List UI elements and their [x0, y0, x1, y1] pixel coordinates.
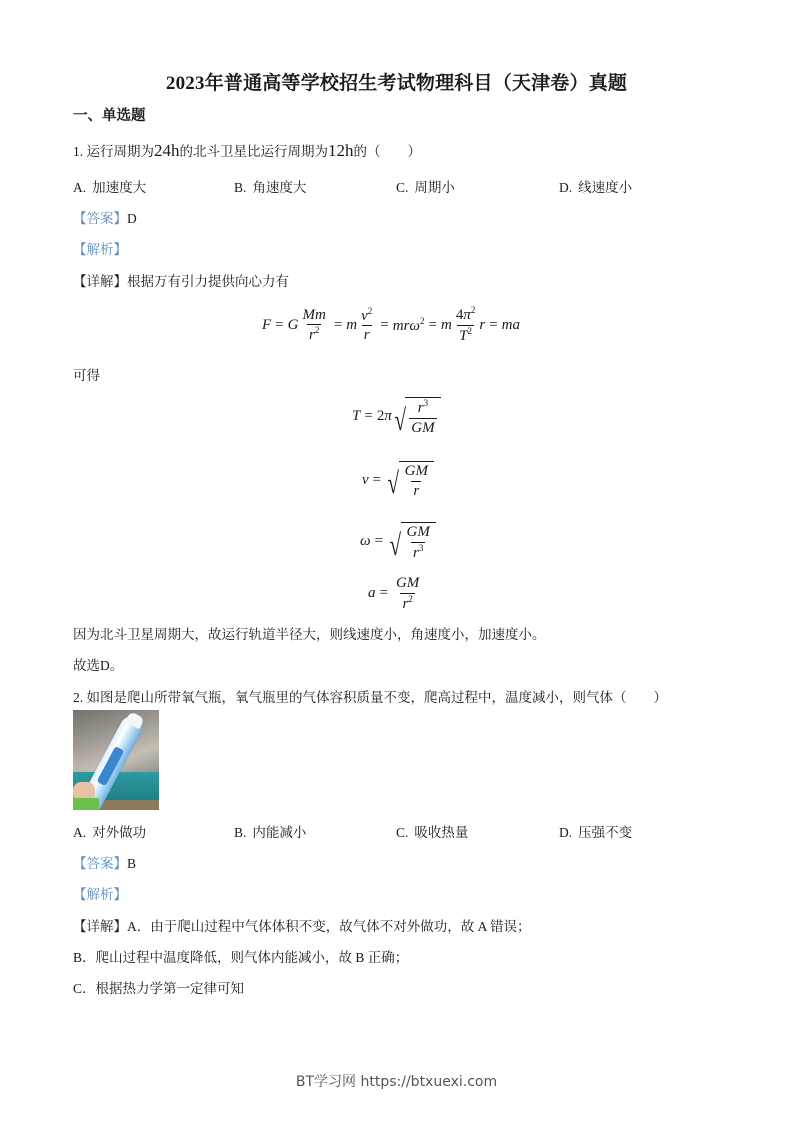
question-2-options	[73, 821, 713, 841]
period-value-1: 24h	[154, 141, 180, 160]
question-2-stem: 2. 如图是爬山所带氧气瓶，氧气瓶里的气体容积质量不变，爬高过程中，温度减小，则气体（ ）	[73, 690, 667, 705]
option-letter: D.	[559, 180, 573, 195]
detail-line-2c: C．根据热力学第一定律可知	[73, 981, 245, 996]
formula-angular-velocity: ω = √ $\frac{GM}{r^3}$	[360, 522, 436, 561]
stem-text: 的（ ）	[353, 144, 421, 159]
option-text: 周期小	[414, 180, 455, 195]
option-c[interactable]	[396, 821, 468, 841]
analysis-line-1	[73, 238, 127, 258]
stem-text: 1. 运行周期为	[73, 144, 154, 159]
analysis-tag: 【解析】	[73, 242, 127, 257]
option-text: 角速度大	[252, 180, 307, 195]
question-1-options	[73, 176, 713, 196]
formula-gravitation: F = G $\frac{Mm}{r^2}$ = m $\frac{v^2}{r}$ = mrω$^2$ = m $\frac{4\pi^2}{T^2}$ r = ma	[262, 305, 521, 344]
conclusion-text: 因为北斗卫星周期大，故运行轨道半径大，则线速度小，角速度小，加速度小。	[73, 627, 546, 642]
option-letter: A.	[73, 180, 87, 195]
detail-line-2b: B．爬山过程中温度降低，则气体内能减小，故 B 正确；	[73, 950, 409, 965]
option-letter: C.	[396, 180, 409, 195]
detail-tag: 【详解】	[73, 274, 127, 289]
period-value-2: 12h	[328, 141, 354, 160]
option-text: 对外做功	[92, 825, 147, 840]
detail-tag: 【详解】	[73, 919, 127, 934]
oxygen-bottle-image	[73, 710, 159, 810]
option-a[interactable]	[73, 821, 146, 841]
detail-line-2a	[73, 915, 531, 935]
option-text: 线速度小	[578, 180, 633, 195]
option-letter: A.	[73, 825, 87, 840]
formula-velocity: v = √ $\frac{GM}{r}$	[362, 461, 434, 499]
option-text: 吸收热量	[414, 825, 469, 840]
option-text: 内能减小	[252, 825, 307, 840]
analysis-tag: 【解析】	[73, 887, 127, 902]
detail-text: A．由于爬山过程中气体体积不变，故气体不对外做功，故 A 错误；	[127, 919, 531, 934]
option-d[interactable]	[559, 176, 632, 196]
option-a[interactable]	[73, 176, 146, 196]
option-letter: D.	[559, 825, 573, 840]
detail-text: 根据万有引力提供向心力有	[127, 274, 289, 289]
answer-value: B	[127, 856, 137, 871]
kede-text: 可得	[73, 368, 100, 383]
option-letter: B.	[234, 825, 247, 840]
option-text: 加速度大	[92, 180, 147, 195]
option-d[interactable]	[559, 821, 632, 841]
detail-line-1	[73, 270, 289, 290]
option-text: 压强不变	[578, 825, 633, 840]
choose-text: 故选D。	[73, 658, 124, 673]
answer-tag: 【答案】	[73, 856, 127, 871]
option-letter: C.	[396, 825, 409, 840]
option-letter: B.	[234, 180, 247, 195]
formula-period: T = 2 π √ $\frac{r^3}{GM}$	[352, 397, 441, 436]
green-sleeve	[73, 798, 99, 810]
option-c[interactable]	[396, 176, 455, 196]
answer-line-1	[73, 207, 137, 227]
formula-acceleration: a = $\frac{GM}{r^2}$	[368, 575, 420, 612]
footer-watermark[interactable]: BT学习网 https://btxuexi.com	[295, 1074, 498, 1090]
question-1-stem	[73, 140, 421, 161]
page-title: 2023年普通高等学校招生考试物理科目（天津卷）真题	[165, 73, 628, 94]
option-b[interactable]	[234, 821, 306, 841]
analysis-line-2	[73, 883, 127, 903]
stem-text: 的北斗卫星比运行周期为	[179, 144, 328, 159]
answer-value: D	[127, 211, 137, 226]
option-b[interactable]	[234, 176, 306, 196]
answer-line-2	[73, 852, 136, 872]
answer-tag: 【答案】	[73, 211, 127, 226]
section-heading: 一、单选题	[73, 108, 146, 124]
